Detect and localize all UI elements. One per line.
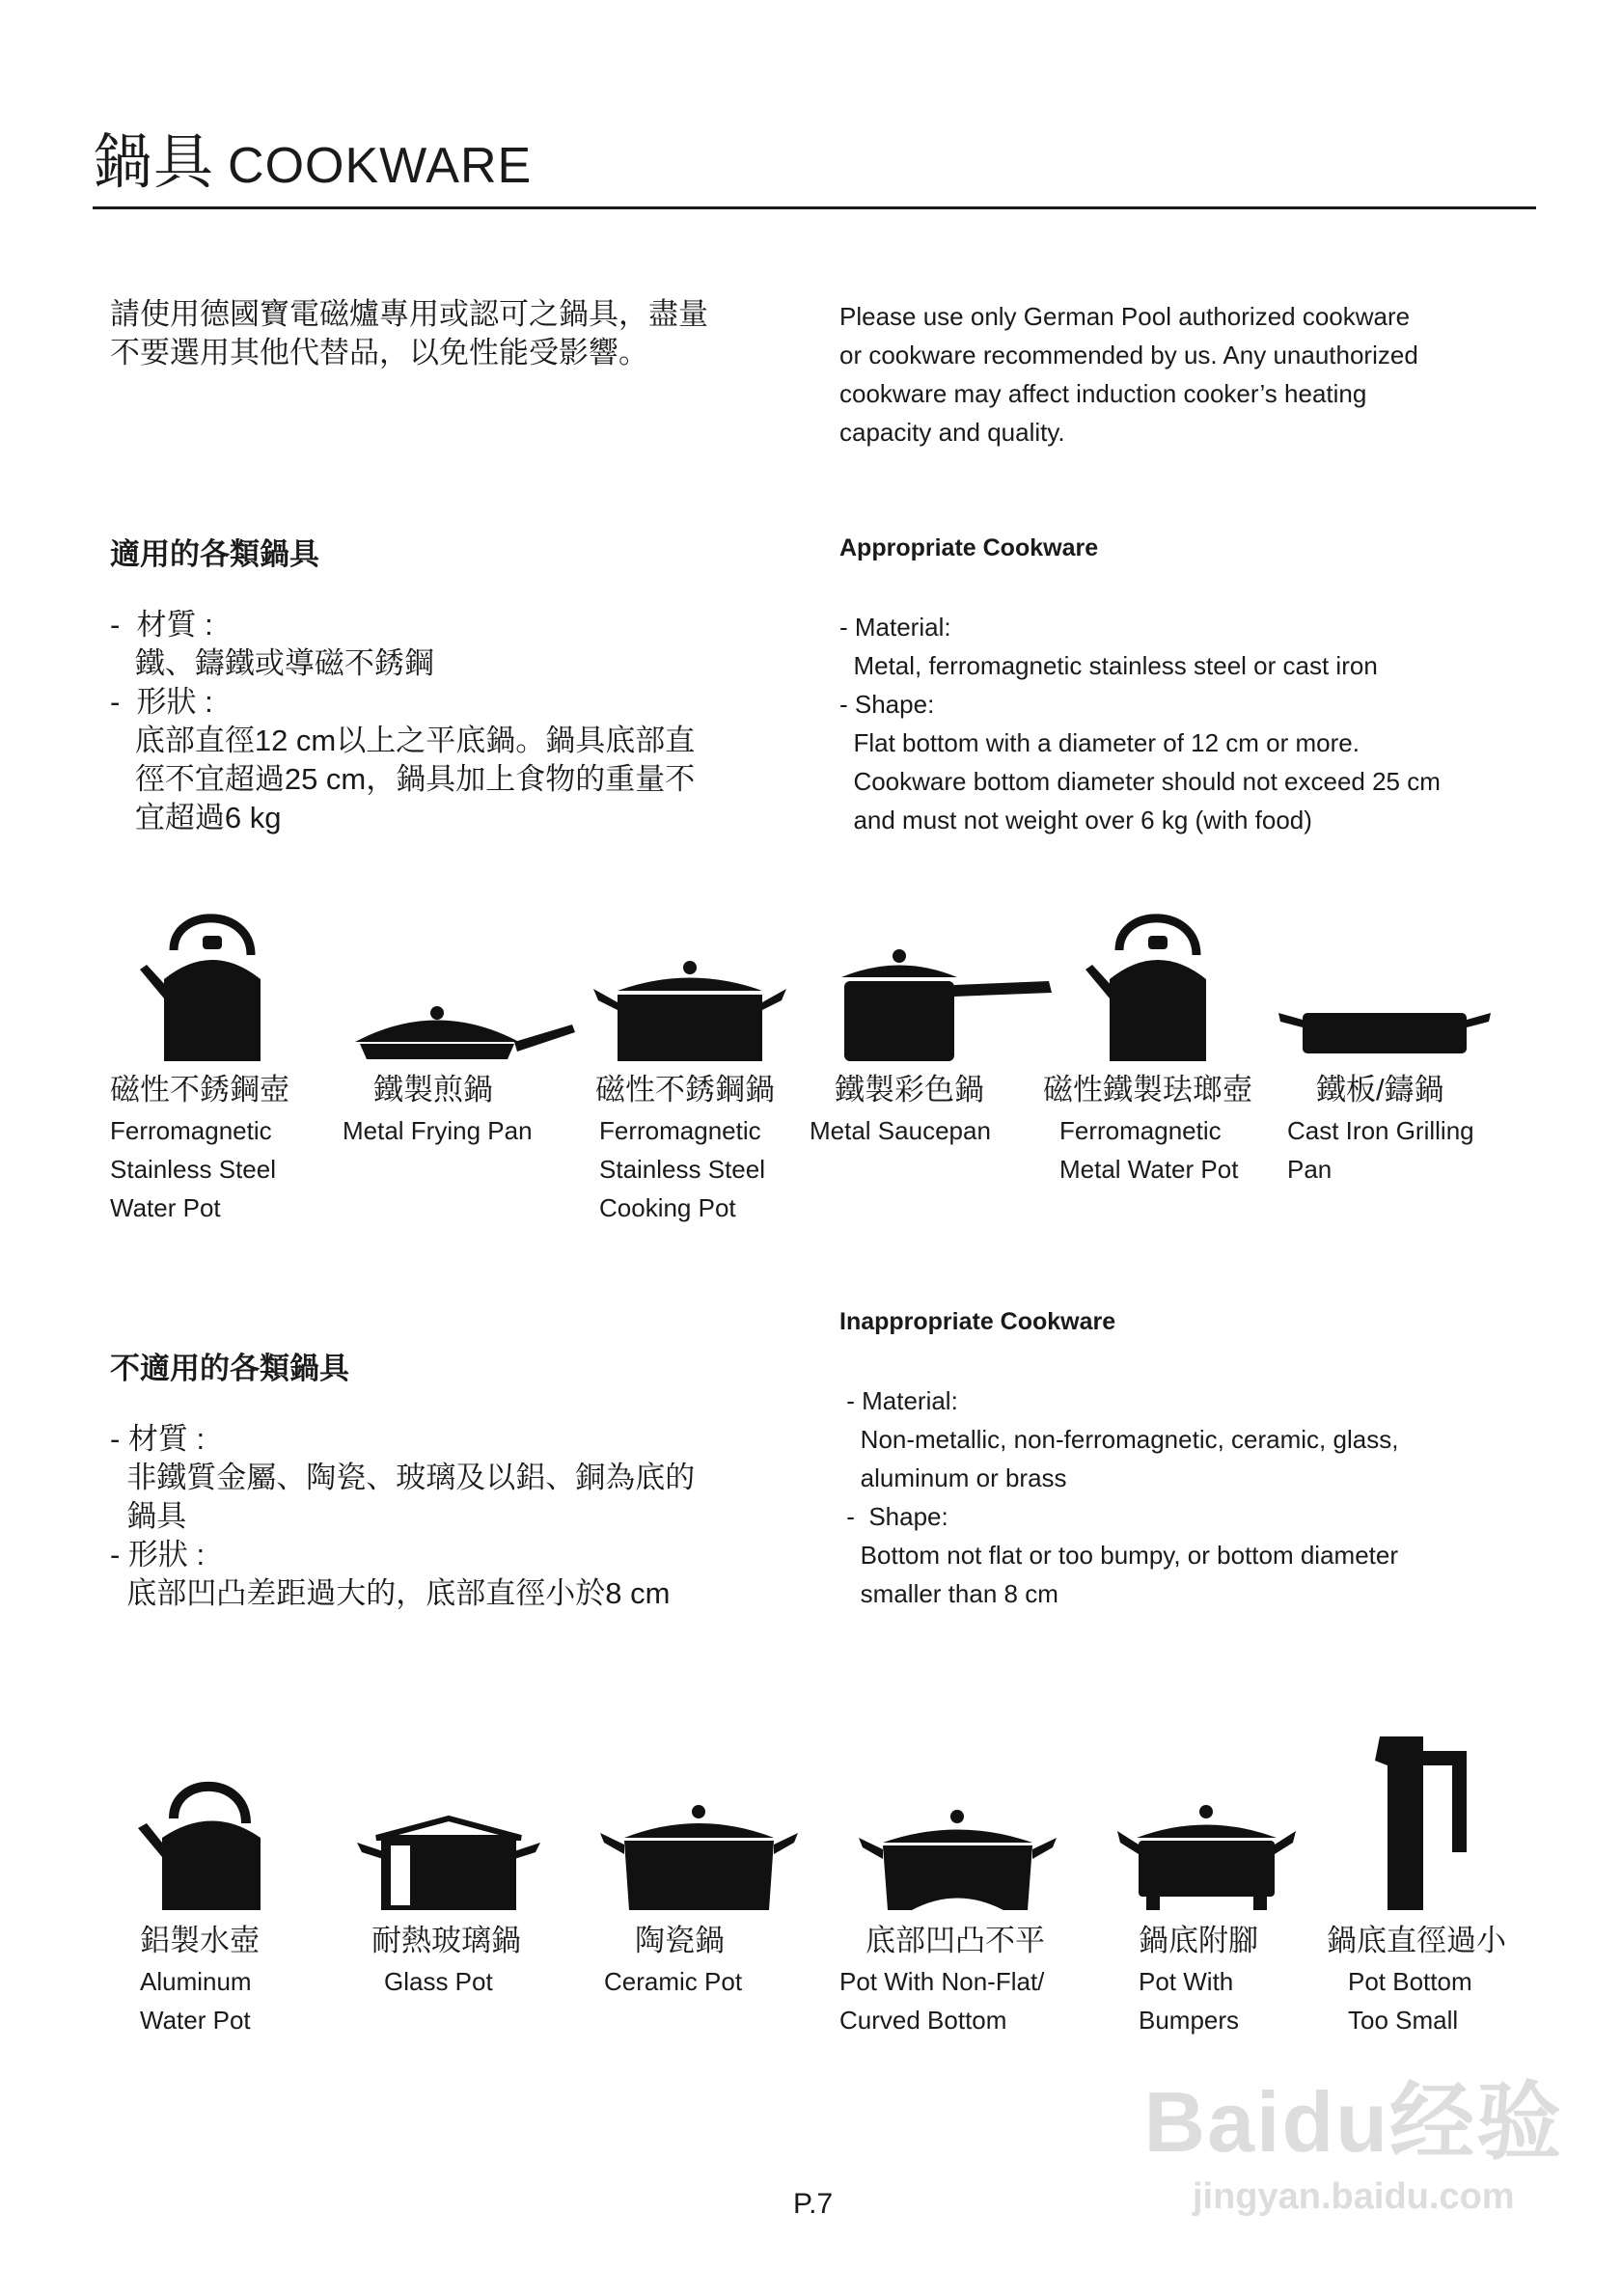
watermark-url: jingyan.baidu.com [1192,2176,1515,2217]
text-line: Metal, ferromagnetic stainless steel or cast iron [839,651,1378,680]
text-line: 鍋具 [110,1499,187,1533]
text-line: 徑不宜超過25 cm，鍋具加上食物的重量不 [110,762,696,796]
cookware-item [595,1069,775,1227]
cooking-pot-icon [593,960,786,1061]
item-label-zh: 磁性不銹鋼鍋 [595,1073,775,1107]
text-line: smaller than 8 cm [839,1579,1058,1608]
glass-pot-icon [357,1814,540,1910]
item-label-zh: 鍋底直徑過小 [1327,1924,1506,1957]
title-zh: 鍋具 [93,129,215,196]
frying-pan-icon [355,1003,577,1061]
intro-en [839,297,1418,451]
text-line: 底部直徑12 cm以上之平底鍋。鍋具底部直 [110,724,696,757]
intro-en-line: Please use only German Pool authorized cookware [839,302,1411,331]
cookware-item [1287,1069,1474,1189]
footed-pot-icon [1117,1804,1296,1910]
baidu-watermark [1144,2055,1563,2218]
cookware-item [1043,1069,1252,1189]
cookware-item [1139,1920,1258,2039]
item-label-zh: 鐵製煎鍋 [373,1073,493,1107]
appropriate-heading-zh: 適用的各類鍋具 [110,537,319,571]
cookware-item [110,1069,289,1227]
cookware-item [839,1920,1045,2039]
text-line: - Shape: [839,1502,948,1531]
item-label-en: Aluminum Water Pot [140,1967,252,2035]
cookware-item [810,1069,991,1150]
item-label-zh: 鍋底附腳 [1139,1924,1258,1957]
appropriate-zh [110,606,695,837]
item-label-en: Metal Frying Pan [343,1116,533,1145]
item-label-en: Pot With Bumpers [1139,1967,1240,2035]
kettle-icon [135,902,289,1061]
curved-pot-icon [859,1809,1057,1910]
title-divider [93,206,1536,209]
text-line: - Material: [839,613,951,642]
item-label-zh: 陶瓷鍋 [635,1924,725,1957]
text-line: - 材質 : [110,1422,206,1456]
item-label-en: Ceramic Pot [604,1967,743,1996]
text-line: - 形狀 : [110,1538,206,1572]
intro-en-line: capacity and quality. [839,418,1065,447]
text-line: Bottom not flat or too bumpy, or bottom diameter [839,1541,1399,1570]
text-line: 宜超過6 kg [110,801,282,834]
ceramic-pot-icon [600,1804,798,1910]
appropriate-heading-en: Appropriate Cookware [839,534,1099,561]
intro-zh-line: 不要選用其他代替品，以免性能受影響。 [110,336,648,369]
item-label-en: Ferromagnetic Metal Water Pot [1059,1116,1239,1184]
text-line: and must not weight over 6 kg (with food) [839,806,1312,834]
item-label-zh: 鋁製水壺 [140,1924,260,1957]
cookware-item [371,1920,521,2001]
text-line: Non-metallic, non-ferromagnetic, ceramic, glass, [839,1425,1399,1454]
item-label-zh: 底部凹凸不平 [865,1924,1045,1957]
item-label-zh: 鐵板/鑄鍋 [1316,1073,1444,1107]
saucepan-icon [841,948,1054,1061]
item-label-zh: 鐵製彩色鍋 [835,1073,984,1107]
text-line: - 材質 : [110,608,213,642]
kettle-icon [135,1775,280,1910]
item-label-en: Pot Bottom Too Small [1348,1967,1472,2035]
thermos-icon [1351,1736,1476,1910]
inappropriate-heading-zh: 不適用的各類鍋具 [110,1352,349,1385]
item-label-en: Glass Pot [384,1967,493,1996]
item-label-en: Ferromagnetic Stainless Steel Water Pot [110,1116,276,1222]
text-line: aluminum or brass [839,1463,1067,1492]
text-line: 底部凹凸差距過大的，底部直徑小於8 cm [110,1576,671,1610]
item-label-en: Cast Iron Grilling Pan [1287,1116,1474,1184]
grill-pan-icon [1278,1008,1491,1056]
item-label-en: Ferromagnetic Stainless Steel Cooking Pot [599,1116,765,1222]
text-line: Cookware bottom diameter should not exceed 25 cm [839,767,1441,796]
kettle-icon [1081,902,1235,1061]
appropriate-en [839,608,1441,839]
intro-en-line: or cookware recommended by us. Any unauthorized [839,341,1418,369]
intro-en-line: cookware may affect induction cooker’s heating [839,379,1367,408]
text-line: - 形狀 : [110,685,213,719]
page-title [93,114,532,200]
text-line: Flat bottom with a diameter of 12 cm or more. [839,728,1360,757]
text-line: - Material: [839,1386,958,1415]
text-line: 鐵、鑄鐵或導磁不銹鋼 [110,646,434,680]
title-en: COOKWARE [228,138,533,194]
text-line: 非鐵質金屬、陶瓷、玻璃及以鋁、銅為底的 [110,1461,696,1494]
intro-zh [110,295,708,372]
inappropriate-heading-en: Inappropriate Cookware [839,1308,1116,1335]
inappropriate-zh [110,1420,695,1613]
item-label-zh: 磁性不銹鋼壺 [110,1073,289,1107]
text-line: - Shape: [839,690,935,719]
item-label-zh: 磁性鐵製珐瑯壺 [1043,1073,1252,1107]
cookware-item [1327,1920,1506,2039]
intro-zh-line: 請使用德國寶電磁爐專用或認可之鍋具，盡量 [110,297,708,331]
item-label-en: Pot With Non-Flat/ Curved Bottom [839,1967,1045,2035]
inappropriate-en [839,1381,1398,1613]
watermark-logo: Baidu经验 [1143,2074,1563,2170]
item-label-zh: 耐熱玻璃鍋 [371,1924,521,1957]
page-number: P.7 [793,2188,834,2220]
cookware-item [604,1920,742,2001]
cookware-item [140,1920,260,2039]
item-label-en: Metal Saucepan [810,1116,991,1145]
cookware-item [343,1069,533,1150]
